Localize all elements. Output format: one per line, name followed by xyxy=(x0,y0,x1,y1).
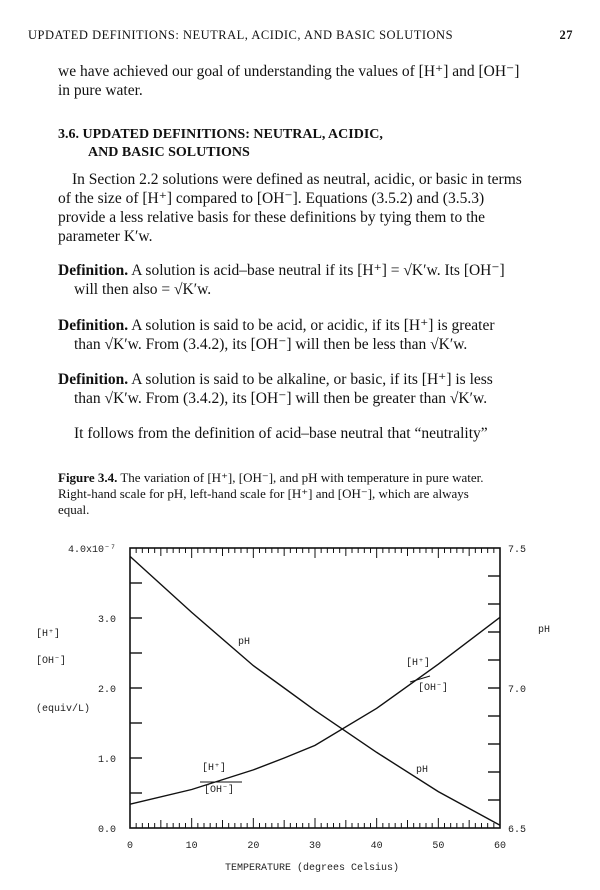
curve-annotation: pH xyxy=(238,637,251,648)
left-axis-label-oh: [OH⁻] xyxy=(36,656,67,667)
def1-line-1: A solution is acid–base neutral if its [H⁺] = √K′w. Its [OH⁻] xyxy=(131,262,505,279)
left-tick-label: 1.0 xyxy=(97,755,116,766)
x-tick-label: 60 xyxy=(493,841,507,852)
intro-line-2: in pure water. xyxy=(58,82,143,99)
left-tick-label: 0.0 xyxy=(97,825,116,836)
intro-line-1: we have achieved our goal of understanding the values of [H⁺] and [OH⁻] xyxy=(58,63,520,80)
section-heading-line-2: AND BASIC SOLUTIONS xyxy=(88,145,250,160)
right-tick-label: 7.5 xyxy=(508,545,527,556)
left-axis-label-units: (equiv/L) xyxy=(36,704,91,715)
def1-line-2: will then also = √K′w. xyxy=(74,281,212,298)
caption-line-1: The variation of [H⁺], [OH⁻], and pH with temperature in pure water. xyxy=(120,470,484,485)
right-tick-label: 6.5 xyxy=(508,825,527,836)
para1-line-2: of the size of [H⁺] compared to [OH⁻]. Equations (3.5.2) and (3.5.3) xyxy=(58,190,485,207)
x-tick-label: 10 xyxy=(185,841,198,852)
def3-line-1: A solution is said to be alkaline, or basic, if its [H⁺] is less xyxy=(131,371,493,388)
left-tick-label: 2.0 xyxy=(97,685,116,696)
right-tick-label: 7.0 xyxy=(508,685,527,696)
definition-label: Definition. xyxy=(58,317,129,334)
para1-line-1: In Section 2.2 solutions were defined as neutral, acidic, or basic in terms xyxy=(72,171,522,188)
definition-label: Definition. xyxy=(58,371,129,388)
running-title: UPDATED DEFINITIONS: NEUTRAL, ACIDIC, AND BASIC SOLUTIONS xyxy=(28,28,454,42)
x-axis-label: TEMPERATURE (degrees Celsius) xyxy=(224,863,400,874)
def2-line-2: than √K′w. From (3.4.2), its [OH⁻] will then be less than √K′w. xyxy=(74,336,468,353)
para1-line-4: parameter K′w. xyxy=(58,228,153,245)
para1-line-3: provide a less relative basis for these definitions by tying them to the xyxy=(58,209,486,226)
curve-annotation: [OH⁻] xyxy=(204,785,235,796)
def3-line-2: than √K′w. From (3.4.2), its [OH⁻] will then be greater than √K′w. xyxy=(74,390,488,407)
figure-label: Figure 3.4. xyxy=(58,470,118,485)
x-tick-label: 30 xyxy=(308,841,322,852)
x-tick-label: 20 xyxy=(247,841,260,852)
right-axis-label: pH xyxy=(538,625,551,636)
section-heading-line-1: 3.6. UPDATED DEFINITIONS: NEUTRAL, ACIDIC, xyxy=(58,127,383,142)
curve-annotation: [H⁺] xyxy=(406,658,431,669)
left-tick-label: 3.0 xyxy=(97,615,116,626)
curve-annotation: [H⁺] xyxy=(202,763,227,774)
caption-line-2: Right-hand scale for pH, left-hand scale for [H⁺] and [OH⁻], which are always xyxy=(58,486,469,501)
x-tick-label: 50 xyxy=(432,841,445,852)
chart-text xyxy=(36,545,550,874)
x-tick-label: 0 xyxy=(126,841,134,852)
curve-annotation: [OH⁻] xyxy=(418,683,449,694)
left-tick-label: 4.0x10⁻⁷ xyxy=(67,545,116,556)
caption-line-3: equal. xyxy=(58,502,90,517)
def2-line-1: A solution is said to be acid, or acidic, if its [H⁺] is greater xyxy=(131,317,495,334)
curve-annotation: pH xyxy=(416,765,429,776)
x-tick-label: 40 xyxy=(370,841,383,852)
left-axis-label-h: [H⁺] xyxy=(36,629,61,640)
follows-line: It follows from the definition of acid–base neutral that “neutrality” xyxy=(74,425,488,442)
page-number: 27 xyxy=(559,28,573,42)
definition-label: Definition. xyxy=(58,262,129,279)
